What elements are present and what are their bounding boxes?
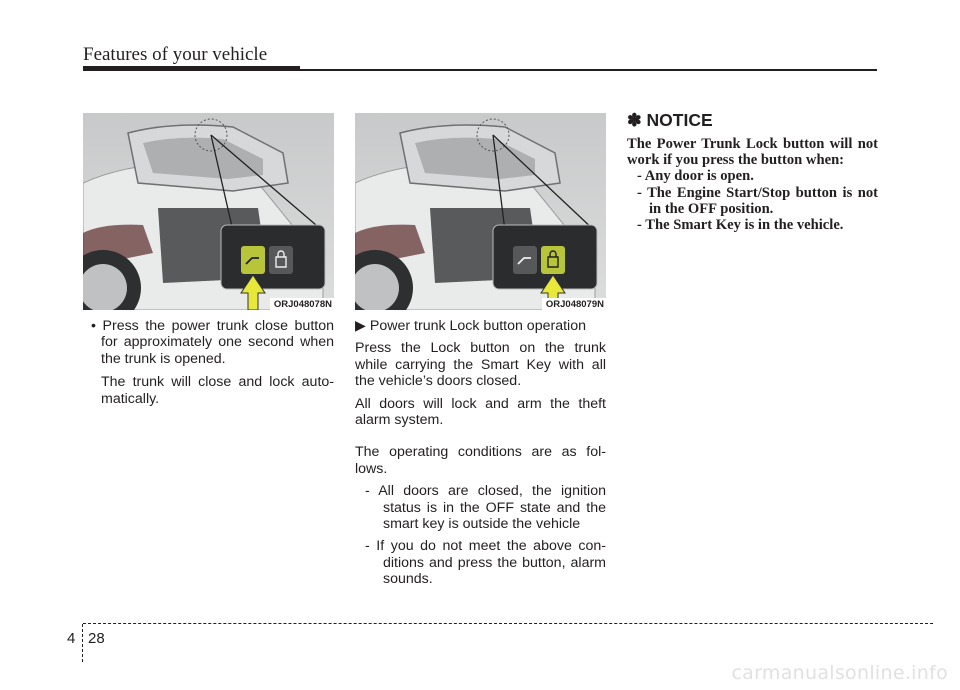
figure-illustration-trunk-lock: [355, 113, 606, 310]
notice-item: - The Engine Start/Stop button is not in the OFF position.: [637, 184, 878, 217]
trunk-lock-button: [541, 246, 565, 274]
play-triangle-icon: ▶: [355, 318, 366, 334]
notice-heading: ✽ NOTICE: [627, 110, 713, 130]
notice-body: [627, 136, 878, 233]
header-rule-thin: [300, 69, 877, 71]
section-title: [355, 318, 606, 334]
figure-code: ORJ048079N: [542, 298, 606, 310]
figure-trunk-lock-button: [355, 113, 606, 310]
footer-page-number: 28: [88, 630, 105, 647]
trunk-close-button: [513, 246, 537, 274]
paragraph: Press the Lock button on the trunk while carrying the Smart Key with all the vehicle’s doors closed.: [355, 340, 606, 390]
list-item: - If you do not meet the above con- ditions and press the button, alarm sounds.: [365, 538, 606, 588]
middle-column-text: [355, 318, 606, 588]
watermark: carmanualsonline.info: [731, 662, 948, 684]
followup-text: The trunk will close and lock auto- matically.: [101, 374, 334, 407]
trunk-lock-button: [269, 246, 293, 274]
figure-trunk-close-button: [83, 113, 334, 310]
notice-item: - The Smart Key is in the vehicle.: [637, 217, 844, 234]
footer-vertical-rule: [82, 624, 83, 662]
section-title-text: Power trunk Lock button operation: [369, 318, 586, 334]
footer-section-number: 4: [67, 630, 76, 647]
bullet-item: • Press the power trunk close button for approximately one second when the trunk is opened.: [91, 318, 334, 367]
trunk-close-button: [241, 246, 265, 274]
notice-item: - Any door is open.: [637, 168, 754, 185]
paragraph: The operating conditions are as fol- lows.: [355, 444, 606, 477]
notice-intro: The Power Trunk Lock button will not work if you press the button when:: [627, 136, 878, 169]
figure-code: ORJ048078N: [270, 298, 334, 310]
list-item: - All doors are closed, the ignition status is in the OFF state and the smart key is outside the vehicle: [365, 483, 606, 533]
page-header-title: Features of your vehicle: [83, 44, 268, 65]
figure-illustration-trunk-close: [83, 113, 334, 310]
bullet-text: Press the power trunk close button for approximately one second when the trunk is opened.: [101, 318, 334, 367]
left-column-text: [85, 318, 334, 407]
paragraph: All doors will lock and arm the theft alarm system.: [355, 395, 606, 429]
footer-rule: [83, 623, 933, 624]
header-rule-thick: [83, 66, 300, 71]
